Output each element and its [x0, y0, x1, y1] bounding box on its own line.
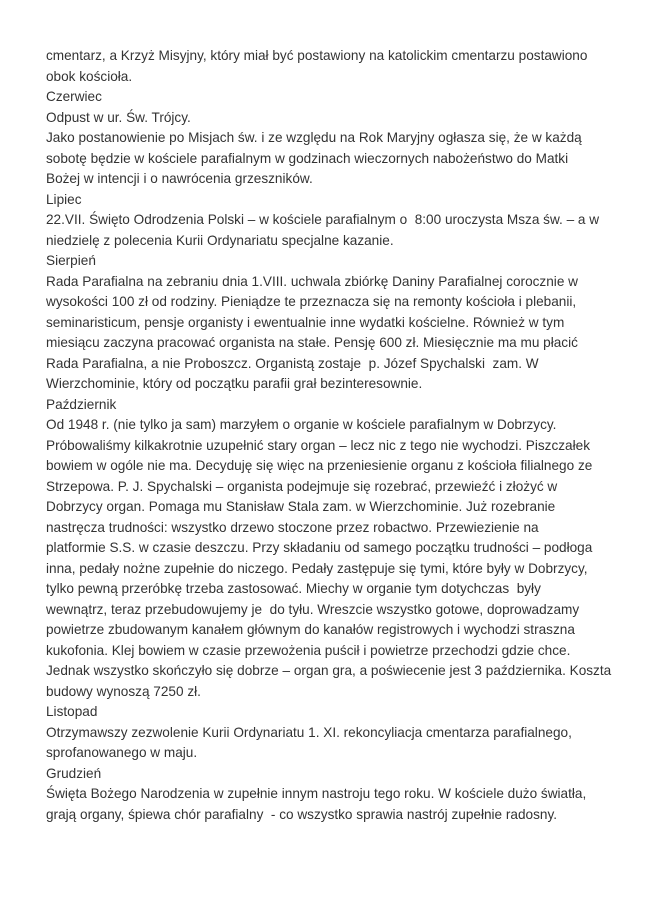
text-line: cmentarz, a Krzyż Misyjny, który miał być postawiony na katolickim cmentarzu postawiono [46, 48, 588, 63]
text-line: inna, pedały nożne zupełnie do niczego. Pedały zastępuje się tymi, które były w Dobrzycy, [46, 560, 588, 576]
text-line: Strzepowa. P. J. Spychalski – organista podejmuje się rozebrać, przewieźć i złożyć w [46, 478, 558, 494]
text-line: kukofonia. Klej bowiem w czasie przewożenia puścił i powietrze przechodzi gdzie chce. [46, 642, 571, 658]
text-line: miesiącu zaczyna pracować organista na stałe. Pensję 600 zł. Miesięcznie ma mu płacić [46, 335, 578, 350]
text-line: wewnątrz, teraz przebudowujemy je do tyłu. Wreszcie wszystko gotowe, doprowadzamy [46, 601, 580, 617]
text-line: Jednak wszystko skończyło się dobrze – organ gra, a poświecenie jest 3 października. Koszta [46, 663, 612, 678]
text-line: Próbowaliśmy kilkakrotnie uzupełnić stary organ – lecz nic z tego nie wychodzi. Piszczałek [46, 437, 590, 453]
text-line: sobotę będzie w kościele parafialnym w godzinach wieczornych nabożeństwo do Matki [46, 150, 569, 166]
text-line: nastręcza trudności: wszystko drzewo stoczone przez robactwo. Przewiezienie na [46, 519, 539, 535]
text-line: seminaristicum, pensje organisty i ewentualnie inne wydatki kościelne. Również w tym [46, 314, 565, 330]
text-line: bowiem w ogóle nie ma. Decyduję się więc na przeniesienie organu z kościoła filialnego ze [46, 458, 593, 473]
text-line: Wierzchominie, który od początku parafii grał bezinteresownie. [46, 376, 423, 391]
text-line: Odpust w ur. Św. Trójcy. [46, 109, 191, 125]
text-line: Otrzymawszy zezwolenie Kurii Ordynariatu 1. XI. rekoncyliacja cmentarza parafialnego, [46, 724, 572, 740]
month-heading-czerwiec: Czerwiec [46, 89, 102, 104]
text-line: grają organy, śpiewa chór parafialny - co wszystko sprawia nastrój zupełnie radosny. [46, 806, 558, 822]
text-line: 22.VII. Święto Odrodzenia Polski – w kościele parafialnym o 8:00 uroczysta Msza św. – a w [46, 212, 600, 227]
text-line: obok kościoła. [46, 68, 133, 84]
text-line: Jako postanowienie po Misjach św. i ze względu na Rok Maryjny ogłasza się, że w każdą [46, 130, 582, 145]
text-line: Bożej w intencji i o nawrócenia grzeszników. [46, 171, 313, 186]
text-line: Rada Parafialna na zebraniu dnia 1.VIII. uchwala zbiórkę Daniny Parafialnej corocznie w [46, 273, 578, 289]
text-line: niedzielę z polecenia Kurii Ordynariatu specjalne kazanie. [46, 232, 394, 248]
text-line: Święta Bożego Narodzenia w zupełnie innym nastroju tego roku. W kościele dużo światła, [46, 786, 587, 801]
text-line: budowy wynoszą 7250 zł. [46, 683, 201, 699]
text-line: Rada Parafialna, a nie Proboszcz. Organistą zostaje p. Józef Spychalski zam. W [46, 355, 539, 371]
month-heading-pazdziernik: Październik [46, 396, 117, 412]
month-heading-lipiec: Lipiec [46, 191, 82, 207]
text-line: powietrze zbudowanym kanałem głównym do kanałów registrowych i wychodzi straszna [46, 622, 575, 637]
text-line: sprofanowanego w maju. [46, 745, 198, 760]
text-line: platformie S.S. w czasie deszczu. Przy składaniu od samego początku trudności – podłoga [46, 540, 593, 555]
month-heading-grudzien: Grudzień [46, 765, 102, 781]
text-line: Od 1948 r. (nie tylko ja sam) marzyłem o organie w kościele parafialnym w Dobrzycy. [46, 417, 557, 432]
month-heading-listopad: Listopad [46, 704, 98, 719]
text-line: wysokości 100 zł od rodziny. Pieniądze te przeznacza się na remonty kościoła i plebanii, [46, 294, 577, 309]
text-line: tylko pewną przeróbkę trzeba zastosować. Miechy w organie tym dotychczas były [46, 581, 541, 596]
month-heading-sierpien: Sierpień [46, 253, 96, 268]
text-line: Dobrzycy organ. Pomaga mu Stanisław Stala zam. w Wierzchominie. Już rozebranie [46, 499, 556, 514]
